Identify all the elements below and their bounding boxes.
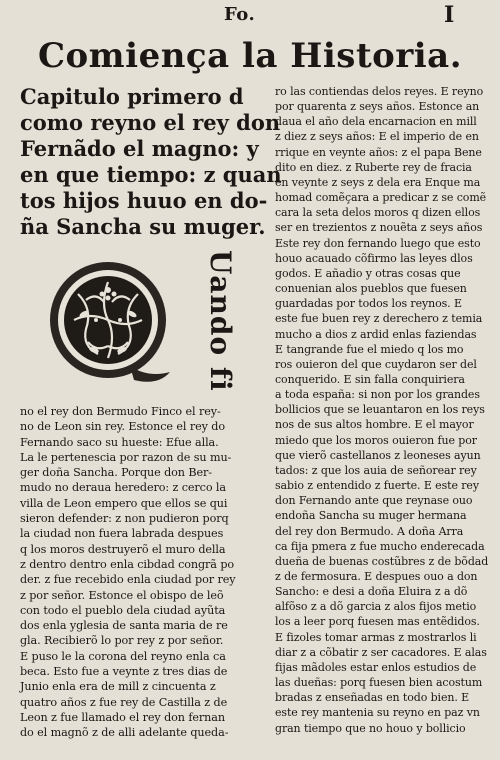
text-line: E puso le la corona del reyno enla ca [20,649,226,663]
text-line: Fernando saco su hueste: Efue alla. [20,435,219,449]
text-line: diar z a cõbatir z ser cacadores. E alas [275,645,487,659]
text-line: este rey mantenia su reyno en paz vn [275,706,480,720]
text-line: por quarenta z seys años. Estonce an [275,100,480,114]
text-line: a toda españa: si non por los grandes [275,388,480,402]
text-line: La le pertenescia por razon de su mu- [20,450,232,464]
text-line: z diez z seys años: E el imperio de en [275,130,479,144]
text-line: en veynte z seys z dela era Enque ma [275,175,481,189]
chapter-heading-line: en que tiempo: z quan [20,162,282,187]
chapter-heading-line: Capitulo primero d [20,84,244,109]
text-line: no de Leon sin rey. Estonce el rey do [20,420,225,434]
text-line: q los moros destruyerõ el muro della [20,542,226,556]
text-line: nos de sus altos hombre. E el mayor [275,418,474,432]
right-column [275,84,487,736]
text-line: beca. Esto fue a veynte z tres dias de [20,665,228,679]
text-line: z de fermosura. E despues ouo a don [275,570,478,583]
text-line: del rey don Bermudo. A doña Arra [275,524,464,538]
initial-continuation: Uando fi [204,250,237,392]
text-line: ros ouieron del que cuydaron ser del [275,357,477,371]
text-line: Sancho: e desi a doña Eluira z a dõ [275,585,468,599]
text-line: der. z fue recebido enla ciudad por rey [20,573,236,587]
text-line: ca fija pmera z fue mucho enderecada [275,539,485,553]
chapter-heading [20,84,282,240]
text-line: bradas z enseñadas en todo bien. E [275,691,470,705]
running-title: Comiença la Historia. [37,36,463,76]
text-line: godos. E añadio y otras cosas que [275,266,461,280]
text-line: gran tiempo que no houo y bollicio [275,721,466,735]
text-line: do el magnõ z de alli adelante queda- [20,726,229,740]
text-line: villa de Leon empero que ellos se qui [20,496,228,510]
text-line: sabio z entendido z fuerte. E este rey [275,479,479,493]
text-line: conquerido. E sin falla conquiriera [275,372,465,386]
text-line: mudo no deraua heredero: z cerco la [20,481,226,495]
text-line: alfõso z a dõ garcia z alos fijos metio [275,600,477,614]
text-line: la ciudad non fuera labrada despues [20,527,224,541]
decorated-initial-block [20,250,252,398]
text-line: este fue buen rey z derechero z temia [275,312,483,326]
right-column-text [275,84,487,736]
text-line: z dentro dentro enla cibdad congrã po [20,557,235,571]
text-line: conuenian alos pueblos que fuesen [275,282,467,296]
text-line: no el rey don Bermudo Finco el rey- [20,405,221,418]
text-line: z por señor. Estonce el obispo de leõ [20,588,224,602]
text-line: fijas mãdoles estar enlos estudios de [275,660,477,674]
chapter-heading-line: ña Sancha su muger. [20,214,266,239]
text-line: Leon z fue llamado el rey don fernan [20,710,225,724]
text-line: dos enla yglesia de santa maria de re [20,619,228,633]
chapter-heading-line: tos hijos huuo en do- [20,188,268,213]
text-line: gla. Recibierõ lo por rey z por señor. [20,634,224,648]
text-line: E fizoles tomar armas z mostrarlos li [275,630,477,644]
chapter-heading-line: Fernãdo el magno: y [20,136,259,161]
chapter-heading-line: como reyno el rey don [20,110,281,135]
text-line: Este rey don fernando luego que esto [275,236,481,250]
text-line: guardadas por todos los reynos. E [275,297,462,311]
text-line: mucho a dios z ardid enlas faziendas [275,327,477,341]
text-line: con todo el pueblo dela ciudad ayũta [20,603,226,617]
left-column [20,84,282,741]
text-line: los a leer porq fuesen mas entẽdidos. [275,615,480,629]
text-line: don Fernando ante que reynase ouo [275,494,473,508]
text-line: sieron defender: z non pudieron porq [20,512,229,526]
text-line: miedo que los moros ouieron fue por [275,433,477,447]
text-line: daua el año dela encarnacion en mill [275,115,477,129]
text-line: E tangrande fue el miedo q los mo [275,342,464,356]
text-line: las dueñas: porq fuesen bien acostum [275,676,483,690]
text-line: rrique en veynte años: z el papa Bene [275,145,482,159]
decorated-initial-q [38,254,178,394]
text-line: ser en trezientos z nouẽta z seys años [275,221,483,235]
text-line: cara la seta delos moros q dizen ellos [275,206,481,220]
text-line: homad comẽçara a predicar z se comẽ [275,191,487,205]
text-line: houo acauado cõfirmo las leyes dlos [275,251,473,265]
left-column-text [20,404,252,741]
text-line: tados: z que los auia de señorear rey [275,463,477,477]
text-line: que vierõ castellanos z leoneses ayun [275,448,481,462]
text-line: quatro años z fue rey de Castilla z de [20,695,228,709]
text-line: endoña Sancha su muger hermana [275,509,467,523]
text-line: dueña de buenas costũbres z de bõdad [275,554,489,568]
folio-number: I [444,2,455,28]
text-line: ger doña Sancha. Porque don Ber- [20,466,212,480]
text-line: bollicios que se leuantaron en los reys [275,403,485,417]
text-line: Junio enla era de mill z cincuenta z [20,680,216,694]
text-line: dito en diez. z Ruberte rey de fracia [275,160,472,174]
text-line: ro las contiendas delos reyes. E reyno [275,85,484,98]
folio-label: Fo. [224,4,256,25]
